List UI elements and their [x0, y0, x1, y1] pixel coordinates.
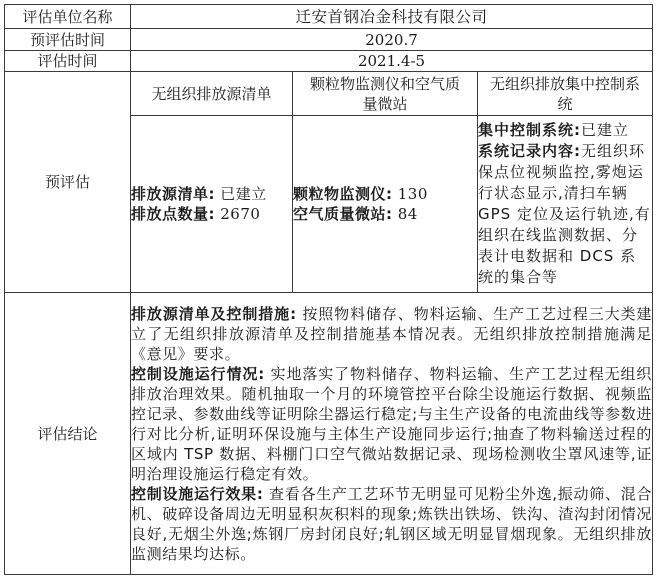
conclusion-text: 查看各生产工艺环节无明显可见粉尘外逸,振动筛、混合机、破碎设备周边无明显积灰积料的现象;炼铁出铁场、铁沟、渣沟封闭情况良好,无烟尘外逸;炼钢厂房封闭良好;轧钢区域无明显冒烟现象。无组织排放监测结果均达标。: [131, 484, 653, 563]
pre-eval-label: 预评估: [5, 72, 131, 293]
source-list-key: 排放源清单:: [131, 185, 215, 203]
system-records-line: [478, 141, 652, 288]
emission-points-key: 排放点数量:: [131, 205, 215, 223]
source-list-cell: [131, 116, 293, 293]
emission-points-value: 2670: [215, 205, 261, 223]
control-system-line: [478, 120, 652, 141]
pre-eval-time-value: 2020.7: [131, 29, 653, 51]
unit-name-value: 迁安首钢冶金科技有限公司: [131, 5, 653, 29]
conclusion-key: 控制设施运行情况:: [131, 364, 265, 383]
emission-points-line: [131, 204, 292, 224]
conclusion-key: 排放源清单及控制措施:: [131, 304, 297, 323]
eval-time-label: 评估时间: [5, 51, 131, 72]
system-records-key: 系统记录内容:: [478, 142, 581, 160]
conclusion-key: 控制设施运行效果:: [131, 484, 264, 503]
conclusion-cell: [131, 293, 653, 575]
monitors-cell: [293, 116, 478, 293]
conclusion-text: 按照物料储存、物料运输、生产工艺过程三大类建立了无组织排放源清单及控制措施基本情况表。无组织排放控制措施满足《意见》要求。: [131, 304, 653, 363]
control-system-cell: [478, 116, 653, 293]
air-station-key: 空气质量微站:: [293, 205, 393, 223]
conclusion-paragraph-source-list: [131, 304, 652, 364]
evaluation-table: [4, 4, 653, 575]
eval-time-value: 2021.4-5: [131, 51, 653, 72]
conclusion-label: 评估结论: [5, 293, 131, 575]
system-records-value: 无组织环保点位视频监控,雾炮运行状态显示,清扫车辆 GPS 定位及运行轨迹,有组织在线监测数据、分表计电数据和 DCS 系统的集合等: [478, 142, 651, 286]
control-system-value: 已建立: [581, 121, 630, 139]
conclusion-text: 实地落实了物料储存、物料运输、生产工艺过程无组织排放治理效果。随机抽取一个月的环境管控平台除尘设施运行数据、视频监控记录、参数曲线等证明除尘器运行稳定;与主生产设备的电流曲线等参数进行对比分析,证明环保设施与主体生产设施同步运行;抽查了物料输送过程的区域内 TSP 数据、料棚门口空气微站数据记录、现场检测收尘罩风速等,证明治理设施运行稳定有效。: [131, 364, 653, 483]
control-system-key: 集中控制系统:: [478, 121, 581, 139]
pre-eval-time-label: 预评估时间: [5, 29, 131, 51]
air-station-value: 84: [392, 205, 418, 223]
source-list-line: [131, 184, 292, 204]
air-station-line: [293, 204, 477, 224]
column-header-control-system: 无组织排放集中控制系统: [478, 72, 653, 116]
source-list-value: 已建立: [215, 185, 267, 203]
conclusion-paragraph-effect: [131, 484, 652, 564]
conclusion-paragraph-operation: [131, 364, 652, 484]
pm-monitor-key: 颗粒物监测仪:: [293, 185, 393, 203]
column-header-monitors: 颗粒物监测仪和空气质量微站: [293, 72, 478, 116]
column-header-source-list: 无组织排放源清单: [131, 72, 293, 116]
pm-monitor-line: [293, 184, 477, 204]
unit-name-label: 评估单位名称: [5, 5, 131, 29]
pm-monitor-value: 130: [392, 185, 428, 203]
